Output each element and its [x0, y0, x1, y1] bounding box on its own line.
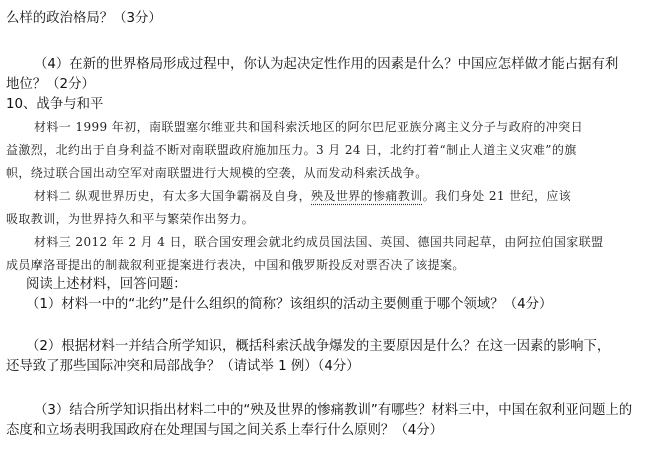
material-2-line-1	[34, 187, 571, 205]
question-3-tail: 么样的政治格局？（3分）	[6, 11, 162, 26]
question-4-line-2: 地位？（2分）	[6, 77, 95, 92]
material-3-line-1: 材料三 2012 年 2 月 4 日，联合国安理会就北约成员国法国、英国、德国共同起草，由阿拉伯国家联盟	[34, 235, 604, 249]
reading-instruction: 阅读上述材料，回答问题：	[26, 277, 187, 292]
material-2-text-pre: 材料二 纵观世界历史，有太多大国争霸祸及自身，	[34, 189, 312, 203]
question-2-line-1: （2）根据材料一并结合所学知识，概括科索沃战争爆发的主要原因是什么？在这一因素的影响下，	[26, 339, 611, 354]
section-10-heading: 10、战争与和平	[6, 97, 104, 112]
question-4-line-1: （4）在新的世界格局形成过程中，你认为起决定性作用的因素是什么？中国应怎样做才能占据有利	[34, 57, 619, 72]
material-1-line-1: 材料一 1999 年初，南联盟塞尔维亚共和国科索沃地区的阿尔巴尼亚族分离主义分子与政府的冲突日	[34, 120, 583, 134]
question-3-line-2: 态度和立场表明我国政府在处理国与国之间关系上奉行什么原则？（4分）	[6, 423, 444, 438]
question-1: （1）材料一中的“北约”是什么组织的简称？该组织的活动主要侧重于哪个领域？（4分）	[26, 297, 553, 312]
material-3-line-2: 成员摩洛哥提出的制裁叙利亚提案进行表决，中国和俄罗斯投反对票否决了该提案。	[6, 258, 465, 272]
question-2-line-2: 还导致了那些国际冲突和局部战争？（请试举 1 例）（4分）	[6, 359, 360, 374]
material-2-dotted-phrase: 殃及世界的惨痛教训	[311, 189, 423, 203]
material-2-line-2: 吸取教训，为世界持久和平与繁荣作出努力。	[6, 212, 255, 226]
material-1-line-3: 帜，绕过联合国出动空军对南联盟进行大规模的空袭，从而发动科索沃战争。	[6, 166, 428, 180]
question-3-line-1: （3）结合所学知识指出材料二中的“殃及世界的惨痛教训”有哪些？材料三中，中国在叙利亚问题上的	[34, 403, 633, 418]
material-1-line-2: 益激烈，北约出于自身利益不断对南联盟政府施加压力。3 月 24 日，北约打着“制止人道主义灾难”的旗	[6, 143, 577, 157]
material-2-text-post: 。我们身处 21 世纪，应该	[422, 189, 572, 203]
